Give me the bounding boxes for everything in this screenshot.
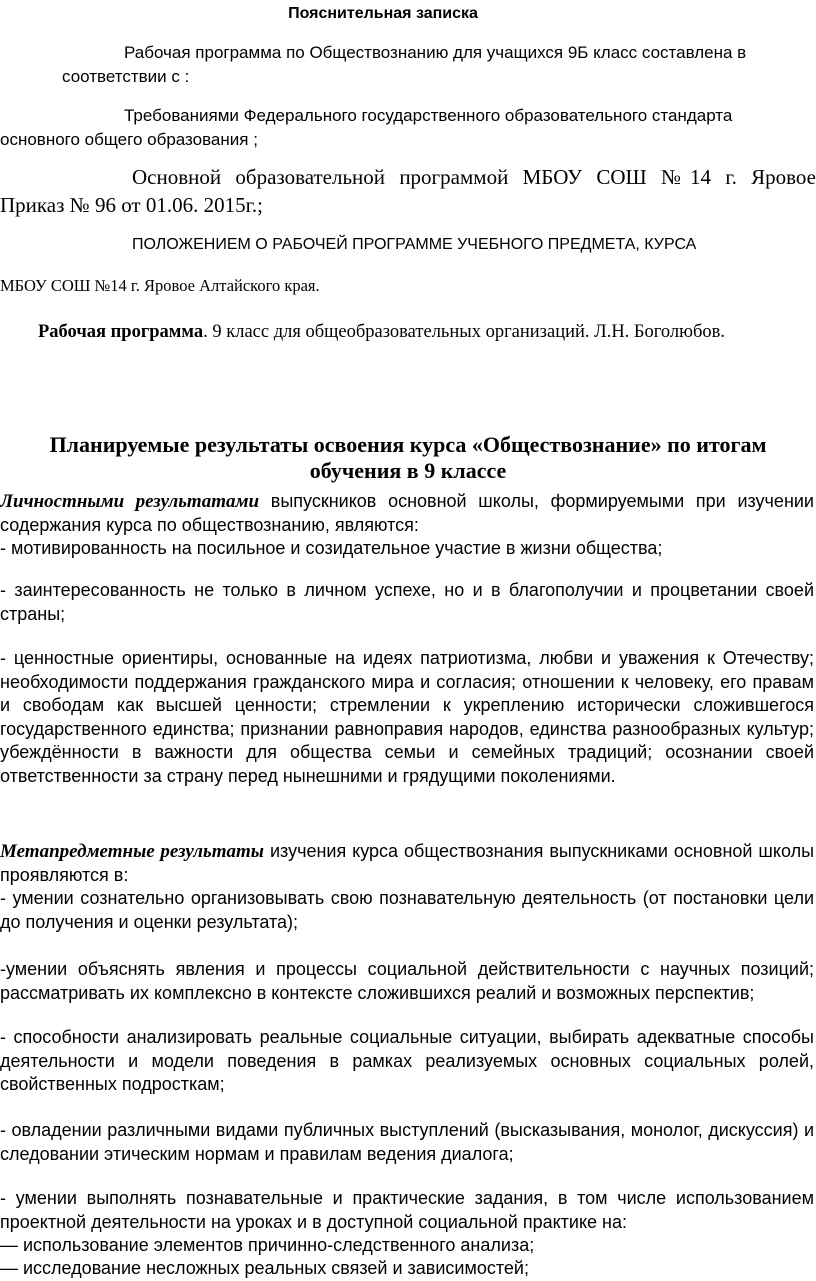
meta-item-3: - способности анализировать реальные социальные ситуации, выбирать адекватные способы деятельности и модели поведения в рамках реализуемых основных социальных ролей, свойственных подросткам;	[0, 1027, 814, 1094]
meta-item-1: - умении сознательно организовывать свою познавательную деятельность (от постановки цели до получения и оценки результата);	[0, 888, 814, 932]
personal-results-label: Личностными результатами	[0, 491, 260, 512]
personal-item-1: - мотивированность на посильное и созидательное участие в жизни общества;	[0, 538, 663, 558]
program-line-1: Основной образовательной программой МБОУ СОШ №14 г. Яровое	[132, 165, 816, 189]
program-line-2: Приказ № 96 от 01.06. 2015г.;	[0, 193, 263, 217]
work-program-paragraph	[0, 320, 814, 345]
requirements-line-1: Требованиями Федерального государственного образовательного стандарта	[124, 106, 733, 125]
intro-line-1: Рабочая программа по Обществознанию для учащихся 9Б класс составлена в	[124, 43, 747, 62]
personal-item-2: - заинтересованность не только в личном успехе, но и в благополучии и процветании своей страны;	[0, 580, 814, 624]
work-program-label: Рабочая программа	[38, 322, 204, 342]
requirements-line-2: основного общего образования ;	[0, 130, 258, 149]
meta-item-2: -умении объяснять явления и процессы социальной действительности с научных позиций; рассматривать их комплексно в контексте сложившихся реалий и возможных перспектив;	[0, 959, 814, 1003]
meta-item-5: - умении выполнять познавательные и практические задания, в том числе использованием проектной деятельности на уроках и в доступной социальной практике на:	[0, 1188, 814, 1232]
section-heading: Планируемые результаты освоения курса «Обществознание» по итогам обучения в 9 классе	[49, 432, 767, 483]
meta-item-4: - овладении различными видами публичных выступлений (высказывания, монолог, дискуссия) и следовании этическим нормам и правилам ведения диалога;	[0, 1120, 814, 1164]
intro-line-2: соответствии с :	[62, 67, 190, 86]
meta-results-intro	[0, 840, 814, 887]
document-title: Пояснительная записка	[288, 5, 478, 22]
meta-results-text: изучения курса обществознания выпускниками основной школы проявляются в:	[0, 841, 815, 885]
personal-results-intro	[0, 490, 814, 537]
meta-results-label: Метапредметные результаты	[0, 841, 264, 862]
sub-item-1: — использование элементов причинно-следственного анализа;	[0, 1235, 535, 1255]
regulation-line-1: ПОЛОЖЕНИЕМ О РАБОЧЕЙ ПРОГРАММЕ УЧЕБНОГО ПРЕДМЕТА, КУРСА	[132, 236, 697, 253]
sub-item-2: — исследование несложных реальных связей и зависимостей;	[0, 1258, 529, 1278]
personal-item-3: - ценностные ориентиры, основанные на идеях патриотизма, любви и уважения к Отечеству; необходимости поддержания гражданского мира и согласия; отношении к человеку, его правам и свободам как высшей ценности; стремлении к укреплению исторически сложившегося государственного единства; признании равноправия народов, единства разнообразных культур; убеждённости в важности для общества семьи и семейных традиций; осознании своей ответственности за страну перед нынешними и грядущими поколениями.	[0, 648, 814, 786]
personal-results-text: выпускников основной школы, формируемыми при изучении содержания курса по обществознанию, являются:	[0, 491, 814, 535]
work-program-text: . 9 класс для общеобразовательных организаций. Л.Н. Боголюбов.	[203, 322, 726, 342]
regulation-line-2: МБОУ СОШ №14 г. Яровое Алтайского края.	[0, 276, 320, 295]
